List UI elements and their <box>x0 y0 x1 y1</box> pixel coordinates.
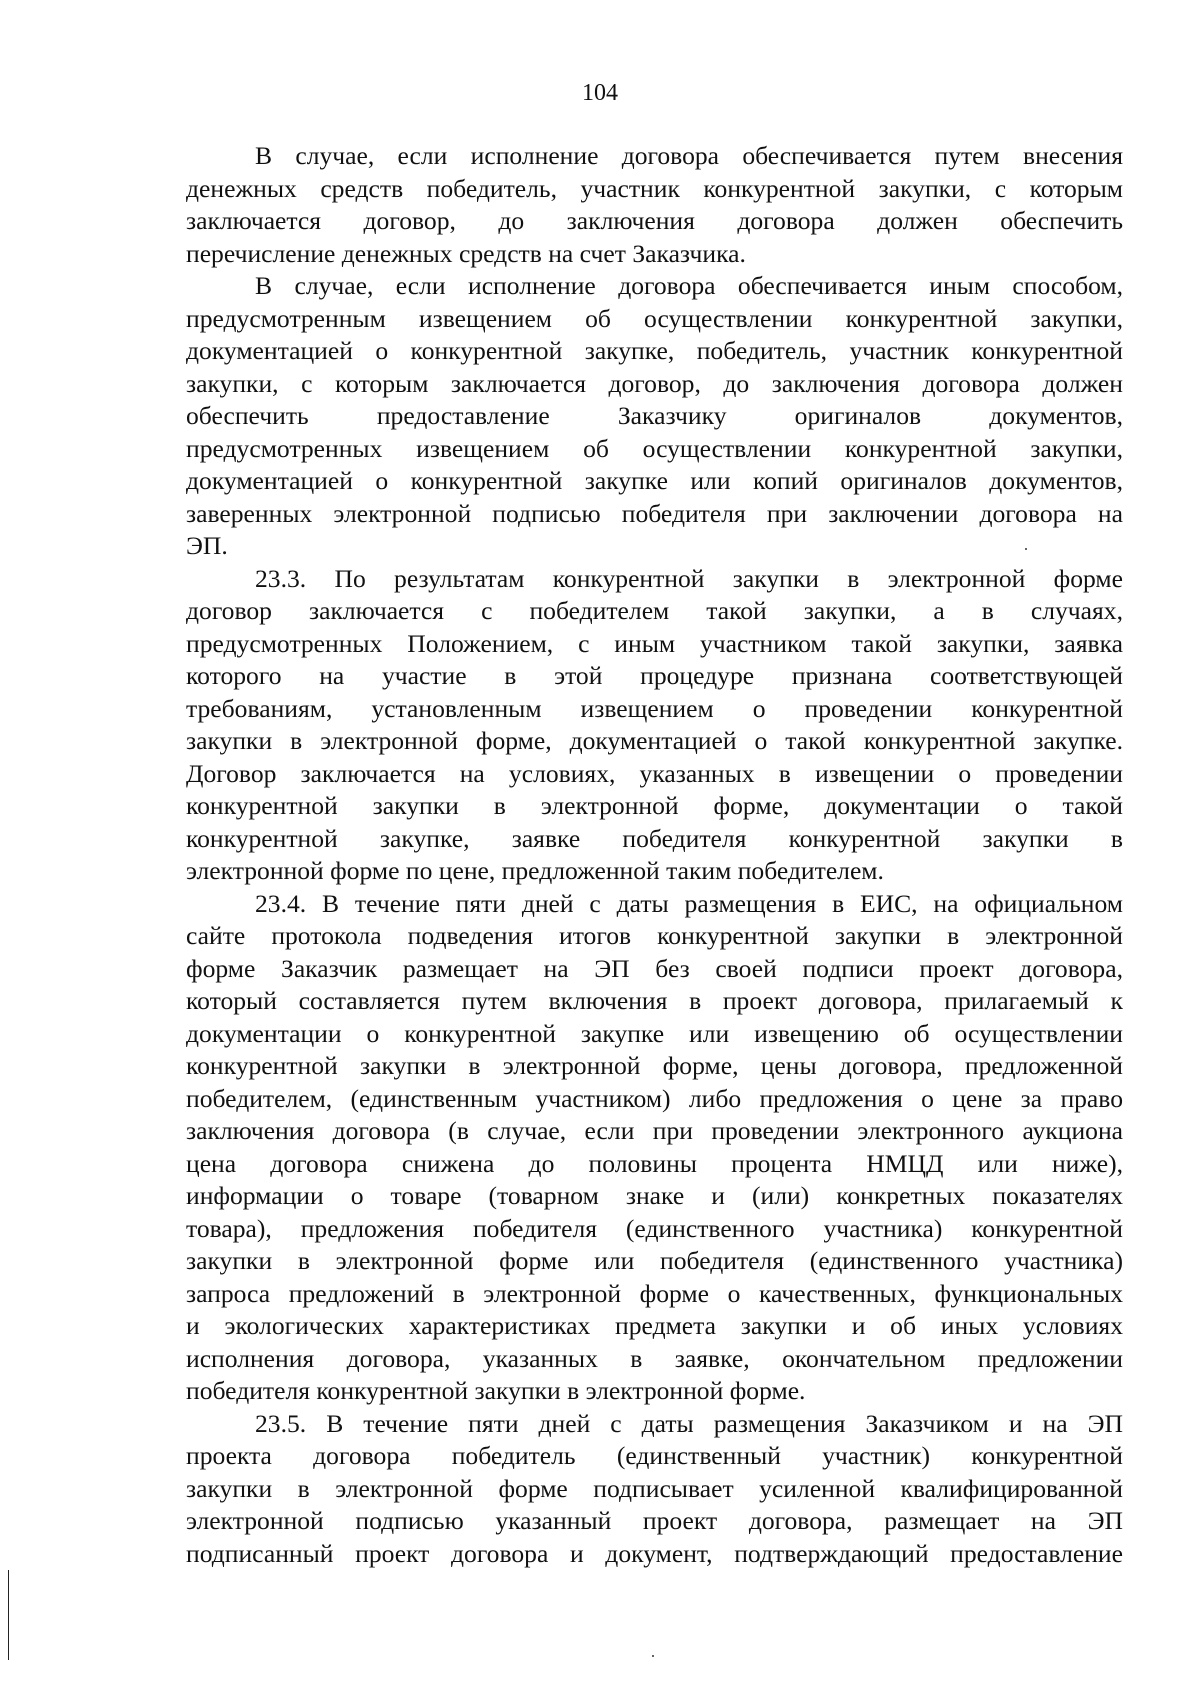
text-line: документацией о конкурентной закупке, победитель, участник конкурентной <box>186 336 1123 365</box>
text-line: требованиям, установленным извещением о проведении конкурентной <box>186 693 1123 723</box>
text-line: заверенных электронной подписью победителя при заключении договора на <box>186 498 1123 528</box>
text-line: цена договора снижена до половины процента НМЦД или ниже), <box>186 1148 1123 1178</box>
text-line: 23.5. В течение пяти дней с даты размещения Заказчиком и на ЭП <box>255 1408 1123 1438</box>
paragraph-23-3 <box>186 563 1123 888</box>
text-line: предусмотренным извещением об осуществлении конкурентной закупки, <box>186 303 1123 333</box>
paragraph-23-5 <box>186 1408 1123 1571</box>
scan-speck <box>652 1655 654 1657</box>
text-line: закупки в электронной форме подписывает усиленной квалифицированной <box>186 1473 1123 1503</box>
text-line: документации о конкурентной закупке или извещению об осуществлении <box>186 1018 1123 1048</box>
text-line: товара), предложения победителя (единственного участника) конкурентной <box>186 1213 1123 1243</box>
text-line: ЭП. <box>186 531 228 560</box>
paragraph-23-4 <box>186 888 1123 1408</box>
text-line: перечисление денежных средств на счет Заказчика. <box>186 238 746 268</box>
text-line: информации о товаре (товарном знаке и (или) конкретных показателях <box>186 1181 1123 1210</box>
scan-speck <box>1025 548 1027 550</box>
text-line: конкурентной закупке, заявке победителя конкурентной закупки в <box>186 823 1123 853</box>
text-line: документацией о конкурентной закупке или копий оригиналов документов, <box>186 466 1123 495</box>
paragraph-security-cash <box>186 140 1123 270</box>
text-line: предусмотренных извещением об осуществлении конкурентной закупки, <box>186 433 1123 463</box>
text-line: В случае, если исполнение договора обеспечивается иным способом, <box>255 271 1123 300</box>
text-line: которого на участие в этой процедуре признана соответствующей <box>186 661 1123 690</box>
text-line: 23.3. По результатам конкурентной закупки в электронной форме <box>255 563 1123 593</box>
scan-edge-mark <box>8 1570 9 1660</box>
page-number: 104 <box>582 80 618 106</box>
text-line: и экологических характеристиках предмета закупки и об иных условиях <box>186 1311 1123 1340</box>
text-line: запроса предложений в электронной форме о качественных, функциональных <box>186 1278 1123 1308</box>
text-line: проекта договора победитель (единственный участник) конкурентной <box>186 1441 1123 1470</box>
text-line: закупки, с которым заключается договор, до заключения договора должен <box>186 368 1123 398</box>
text-line: обеспечить предоставление Заказчику оригиналов документов, <box>186 401 1123 430</box>
text-line: договор заключается с победителем такой закупки, а в случаях, <box>186 596 1123 625</box>
text-line: победителем, (единственным участником) либо предложения о цене за право <box>186 1083 1123 1113</box>
text-line: денежных средств победитель, участник конкурентной закупки, с которым <box>186 173 1123 203</box>
text-line: В случае, если исполнение договора обеспечивается путем внесения <box>255 141 1123 170</box>
text-line: предусмотренных Положением, с иным участником такой закупки, заявка <box>186 628 1123 658</box>
paragraph-security-other <box>186 270 1123 563</box>
text-line: электронной форме по цене, предложенной таким победителем. <box>186 856 884 885</box>
text-line: Договор заключается на условиях, указанных в извещении о проведении <box>186 758 1123 788</box>
text-line: закупки в электронной форме или победителя (единственного участника) <box>186 1246 1123 1275</box>
text-line: заключения договора (в случае, если при проведении электронного аукциона <box>186 1116 1123 1145</box>
text-line: заключается договор, до заключения договора должен обеспечить <box>186 206 1123 235</box>
text-line: исполнения договора, указанных в заявке, окончательном предложении <box>186 1343 1123 1373</box>
text-line: форме Заказчик размещает на ЭП без своей подписи проект договора, <box>186 953 1123 983</box>
text-line: электронной подписью указанный проект договора, размещает на ЭП <box>186 1506 1123 1535</box>
text-line: конкурентной закупки в электронной форме, документации о такой <box>186 791 1123 820</box>
text-line: 23.4. В течение пяти дней с даты размещения в ЕИС, на официальном <box>255 888 1123 918</box>
text-line: сайте протокола подведения итогов конкурентной закупки в электронной <box>186 921 1123 950</box>
text-line: конкурентной закупки в электронной форме, цены договора, предложенной <box>186 1051 1123 1080</box>
text-line: победителя конкурентной закупки в электронной форме. <box>186 1376 806 1405</box>
text-line: который составляется путем включения в проект договора, прилагаемый к <box>186 986 1123 1015</box>
text-line: закупки в электронной форме, документацией о такой конкурентной закупке. <box>186 726 1123 755</box>
document-body <box>186 140 1123 1570</box>
text-line: подписанный проект договора и документ, подтверждающий предоставление <box>186 1538 1123 1568</box>
